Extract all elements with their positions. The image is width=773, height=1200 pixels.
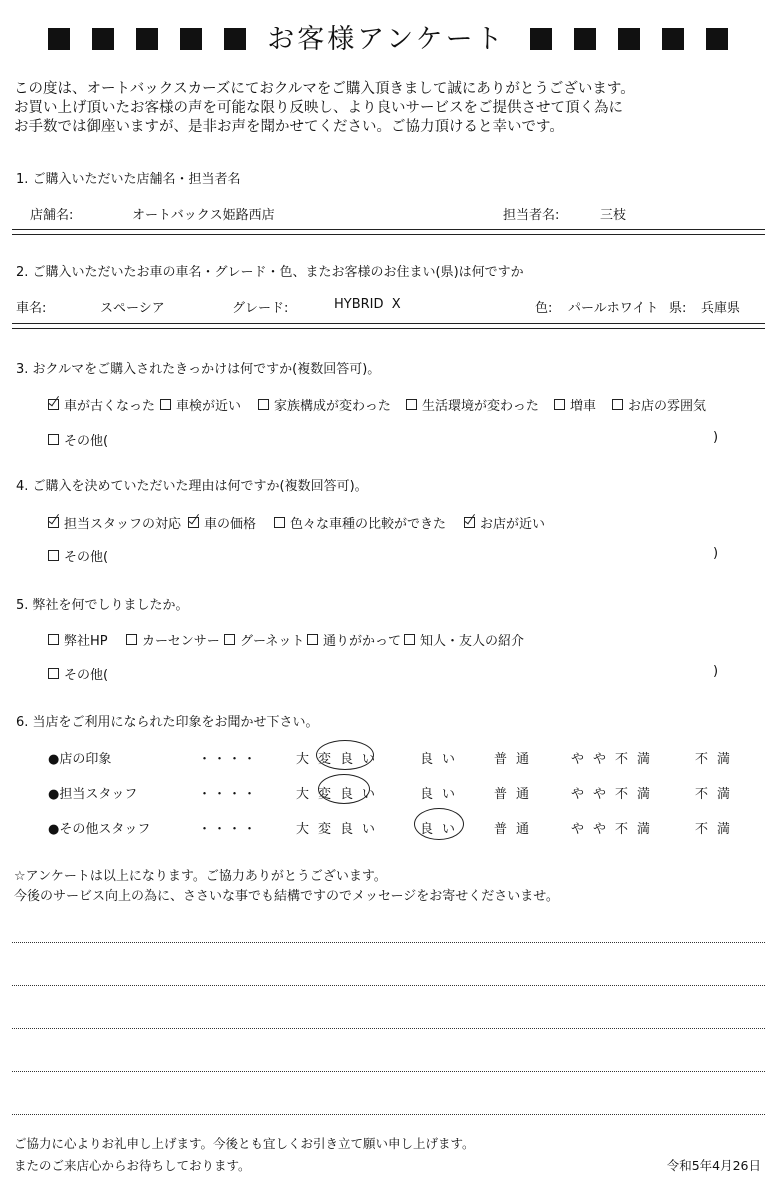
checkbox[interactable] bbox=[612, 399, 623, 410]
q3-option-family[interactable]: 家族構成が変わった bbox=[258, 395, 391, 414]
rating-option-very-good[interactable]: 大変良い bbox=[296, 752, 385, 767]
checkbox[interactable] bbox=[274, 517, 285, 528]
message-line[interactable] bbox=[12, 1071, 765, 1072]
rating-option-bad[interactable]: 不満 bbox=[695, 787, 740, 802]
q5-option-other[interactable]: その他( bbox=[48, 664, 108, 683]
message-line[interactable] bbox=[12, 1114, 765, 1115]
decor-square bbox=[530, 28, 552, 50]
checkbox[interactable] bbox=[406, 399, 417, 410]
rating-dots: ・・・・ bbox=[198, 822, 259, 837]
grade-label: グレード: bbox=[232, 301, 289, 316]
message-line[interactable] bbox=[12, 985, 765, 986]
q3-question: 3. おクルマをご購入されたきっかけは何ですか(複数回答可)。 bbox=[16, 362, 381, 377]
checkbox[interactable] bbox=[554, 399, 565, 410]
color-label: 色: bbox=[535, 301, 553, 316]
checkbox-checked[interactable] bbox=[48, 517, 59, 528]
car-value[interactable]: スペーシア bbox=[100, 301, 165, 316]
color-value[interactable]: パールホワイト bbox=[568, 301, 659, 316]
q3-option-old-car[interactable]: 車が古くなった bbox=[48, 395, 155, 414]
checkbox[interactable] bbox=[126, 634, 137, 645]
q4-option-other[interactable]: その他( bbox=[48, 546, 108, 565]
rating-option-good[interactable]: 良い bbox=[420, 752, 465, 767]
footer-date: 令和5年4月26日 bbox=[666, 1158, 761, 1173]
q5-option-passing[interactable]: 通りがかって bbox=[307, 630, 401, 649]
q5-option-referral[interactable]: 知人・友人の紹介 bbox=[404, 630, 524, 649]
rating-option-very-good[interactable]: 大変良い bbox=[296, 787, 385, 802]
rating-label: ●その他スタッフ bbox=[48, 822, 151, 837]
checkbox[interactable] bbox=[48, 550, 59, 561]
q3-option-inspection[interactable]: 車検が近い bbox=[160, 395, 241, 414]
q4-option-compare[interactable]: 色々な車種の比較ができた bbox=[274, 513, 446, 532]
rating-label: ●担当スタッフ bbox=[48, 787, 138, 802]
footer-line-2: またのご来店心からお待ちしております。 bbox=[14, 1158, 251, 1173]
footer-line-1: ご協力に心よりお礼申し上げます。今後とも宜しくお引き立て願い申し上げます。 bbox=[14, 1136, 475, 1151]
q4-question: 4. ご購入を決めていただいた理由は何ですか(複数回答可)。 bbox=[16, 479, 368, 494]
checkbox[interactable] bbox=[48, 634, 59, 645]
intro-line: お買い上げ頂いたお客様の声を可能な限り反映し、より良いサービスをご提供させて頂く為に bbox=[14, 100, 623, 116]
rating-option-normal[interactable]: 普通 bbox=[494, 752, 539, 767]
q2-question: 2. ご購入いただいたお車の車名・グレード・色、またお客様のお住まい(県)は何ですか bbox=[16, 265, 524, 280]
checkbox[interactable] bbox=[404, 634, 415, 645]
rating-option-bad[interactable]: 不満 bbox=[695, 822, 740, 837]
page-title: お客様アンケート bbox=[267, 24, 506, 55]
q4-option-near[interactable]: お店が近い bbox=[464, 513, 545, 532]
q5-option-carsensor[interactable]: カーセンサー bbox=[126, 630, 220, 649]
rating-option-very-good[interactable]: 大変良い bbox=[296, 822, 385, 837]
q4-option-staff[interactable]: 担当スタッフの対応 bbox=[48, 513, 181, 532]
message-line[interactable] bbox=[12, 942, 765, 943]
checkbox[interactable] bbox=[258, 399, 269, 410]
q5-other-close: ) bbox=[713, 664, 719, 679]
q3-option-environment[interactable]: 生活環境が変わった bbox=[406, 395, 539, 414]
q3-option-other[interactable]: その他( bbox=[48, 430, 108, 449]
selection-circle bbox=[414, 808, 464, 840]
rating-option-good[interactable]: 良い bbox=[420, 787, 465, 802]
decor-square bbox=[706, 28, 728, 50]
selection-circle bbox=[316, 740, 374, 770]
staff-value[interactable]: 三枝 bbox=[600, 208, 627, 223]
rating-option-good[interactable]: 良い bbox=[420, 822, 465, 837]
rating-option-bad[interactable]: 不満 bbox=[695, 752, 740, 767]
checkbox-checked[interactable] bbox=[48, 399, 59, 410]
q3-option-additional-car[interactable]: 増車 bbox=[554, 395, 596, 414]
store-value[interactable]: オートバックス姫路西店 bbox=[132, 208, 275, 223]
q4-other-close: ) bbox=[713, 546, 719, 561]
checkbox-checked[interactable] bbox=[188, 517, 199, 528]
car-label: 車名: bbox=[16, 301, 47, 316]
checkbox[interactable] bbox=[307, 634, 318, 645]
q5-option-hp[interactable]: 弊社HP bbox=[48, 630, 108, 649]
rating-option-slightly-bad[interactable]: やや不満 bbox=[571, 787, 660, 802]
intro-text bbox=[14, 80, 764, 137]
closing-line-2: 今後のサービス向上の為に、ささいな事でも結構ですのでメッセージをお寄せくださいませ。 bbox=[14, 889, 559, 904]
rating-dots: ・・・・ bbox=[198, 787, 259, 802]
grade-value[interactable]: HYBRID X bbox=[334, 297, 401, 312]
rating-option-slightly-bad[interactable]: やや不満 bbox=[571, 822, 660, 837]
message-line[interactable] bbox=[12, 1028, 765, 1029]
title-row bbox=[0, 22, 773, 62]
decor-square bbox=[662, 28, 684, 50]
divider bbox=[12, 229, 765, 235]
q4-option-price[interactable]: 車の価格 bbox=[188, 513, 256, 532]
decor-square bbox=[574, 28, 596, 50]
checkbox[interactable] bbox=[48, 434, 59, 445]
q3-other-close: ) bbox=[713, 430, 719, 445]
decor-square bbox=[618, 28, 640, 50]
q5-question: 5. 弊社を何でしりましたか。 bbox=[16, 598, 189, 613]
checkbox[interactable] bbox=[224, 634, 235, 645]
checkbox[interactable] bbox=[48, 668, 59, 679]
pref-value[interactable]: 兵庫県 bbox=[701, 301, 741, 316]
staff-label: 担当者名: bbox=[503, 208, 560, 223]
q1-question: 1. ご購入いただいた店舗名・担当者名 bbox=[16, 172, 241, 187]
rating-label: ●店の印象 bbox=[48, 752, 112, 767]
store-label: 店舗名: bbox=[30, 208, 74, 223]
checkbox-checked[interactable] bbox=[464, 517, 475, 528]
checkbox[interactable] bbox=[160, 399, 171, 410]
intro-line: お手数では御座いますが、是非お声を聞かせてください。ご協力頂けると幸いです。 bbox=[14, 119, 564, 135]
q3-option-atmosphere[interactable]: お店の雰囲気 bbox=[612, 395, 706, 414]
rating-option-slightly-bad[interactable]: やや不満 bbox=[571, 752, 660, 767]
q5-option-goonet[interactable]: グーネット bbox=[224, 630, 304, 649]
closing-line-1: ☆アンケートは以上になります。ご協力ありがとうございます。 bbox=[14, 869, 387, 884]
pref-label: 県: bbox=[669, 301, 687, 316]
divider bbox=[12, 323, 765, 329]
q6-question: 6. 当店をご利用になられた印象をお聞かせ下さい。 bbox=[16, 715, 319, 730]
rating-option-normal[interactable]: 普通 bbox=[494, 822, 539, 837]
intro-line: この度は、オートバックスカーズにておクルマをご購入頂きまして誠にありがとうございます。 bbox=[14, 81, 635, 97]
rating-dots: ・・・・ bbox=[198, 752, 259, 767]
selection-circle bbox=[318, 774, 370, 804]
rating-option-normal[interactable]: 普通 bbox=[494, 787, 539, 802]
